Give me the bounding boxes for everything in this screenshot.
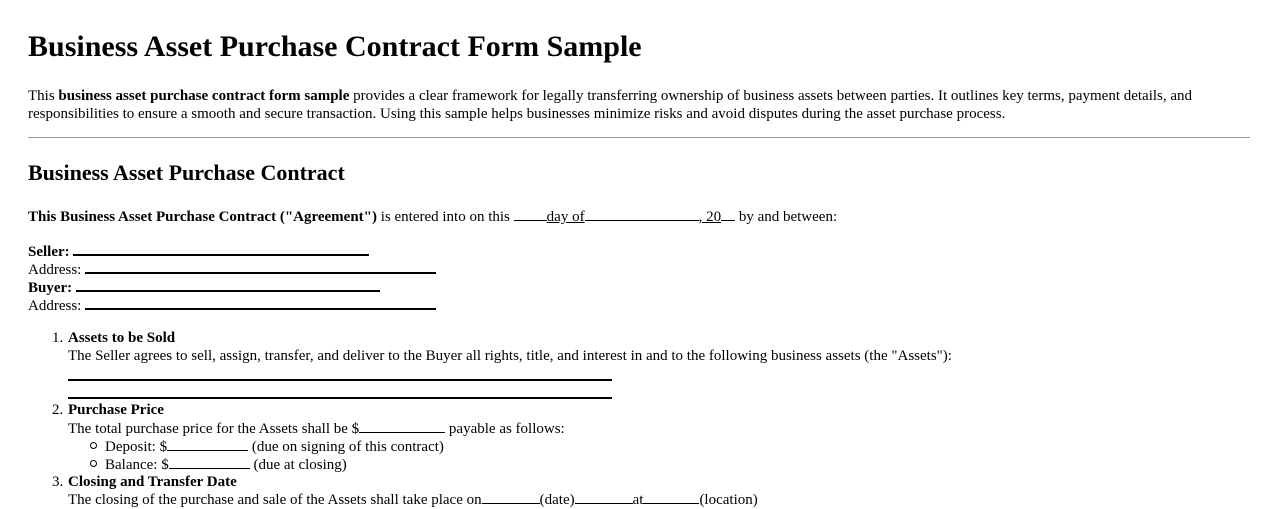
seller-blank[interactable] — [73, 241, 369, 256]
section-2-number: 2. — [52, 402, 64, 418]
bullet-circle-icon — [90, 460, 97, 467]
closing-date-blank[interactable] — [482, 490, 540, 504]
year-blank[interactable] — [721, 207, 735, 221]
opening-bold: This Business Asset Purchase Contract ("Agreement") — [28, 209, 377, 225]
deposit-label: Deposit: $ — [105, 439, 168, 455]
buyer-address-label: Address: — [28, 298, 82, 314]
section-3-title — [68, 473, 237, 491]
seller-address-label: Address: — [28, 262, 82, 278]
bullet-circle-icon — [90, 442, 97, 449]
buyer-line — [28, 277, 380, 297]
closing-location-label: (location) — [699, 492, 758, 508]
closing-at-label: at — [632, 492, 644, 508]
section-1-title-text: Assets to be Sold — [68, 330, 176, 346]
seller-address-line — [28, 259, 436, 279]
closing-time-blank[interactable] — [575, 490, 633, 504]
seller-label: Seller: — [28, 244, 70, 260]
balance-note: (due at closing) — [249, 457, 347, 473]
buyer-label: Buyer: — [28, 280, 73, 296]
seller-line — [28, 241, 369, 261]
intro-rest: provides a clear framework for legally transferring ownership of business assets between parties. It outlines key terms, payment details, and responsibilities to ensure a smooth and secure transaction. Using this sample helps businesses minimize risks and avoid disputes during the asset purchase process. — [28, 88, 1193, 122]
intro-paragraph — [28, 87, 1250, 123]
section-1-text: The Seller agrees to sell, assign, transfer, and deliver to the Buyer all rights, title, and interest in and to the following business assets (the "Assets"): — [68, 348, 952, 364]
section-3-number: 3. — [52, 474, 64, 490]
section-2-title — [68, 401, 164, 419]
closing-location-blank[interactable] — [643, 490, 699, 504]
balance-item — [90, 455, 347, 474]
section-1-title — [68, 329, 175, 347]
year-prefix: , 20 — [698, 209, 722, 225]
price-text-end: payable as follows: — [445, 421, 565, 437]
intro-lead: This — [28, 88, 59, 104]
closing-text: The closing of the purchase and sale of the Assets shall take place on — [68, 492, 482, 508]
closing-date-label: (date) — [539, 492, 575, 508]
opening-text-end: by and between: — [735, 209, 838, 225]
deposit-item — [90, 437, 444, 456]
buyer-address-blank[interactable] — [85, 295, 436, 310]
buyer-address-line — [28, 295, 436, 315]
balance-blank[interactable] — [169, 455, 250, 469]
section-2-text — [68, 419, 565, 438]
price-blank[interactable] — [359, 419, 445, 433]
price-text: The total purchase price for the Assets shall be $ — [68, 421, 360, 437]
opening-line — [28, 207, 837, 226]
section-3-text — [68, 490, 758, 509]
month-blank[interactable] — [585, 207, 699, 221]
day-blank[interactable] — [514, 207, 547, 221]
seller-address-blank[interactable] — [85, 259, 436, 274]
assets-blank-1[interactable] — [68, 379, 612, 381]
deposit-note: (due on signing of this contract) — [248, 439, 444, 455]
day-of-label: day of — [546, 209, 585, 225]
section-3-title-text: Closing and Transfer Date — [68, 474, 237, 490]
page-title: Business Asset Purchase Contract Form Sample — [28, 30, 642, 63]
deposit-blank[interactable] — [167, 437, 248, 451]
balance-label: Balance: $ — [105, 457, 169, 473]
section-2-title-text: Purchase Price — [68, 402, 164, 418]
horizontal-divider — [28, 137, 1250, 138]
intro-bold: business asset purchase contract form sample — [58, 88, 350, 104]
assets-blank-2[interactable] — [68, 397, 612, 399]
buyer-blank[interactable] — [76, 277, 380, 292]
contract-heading: Business Asset Purchase Contract — [28, 160, 345, 185]
opening-text: is entered into on this — [377, 209, 514, 225]
section-1-number: 1. — [52, 330, 64, 346]
